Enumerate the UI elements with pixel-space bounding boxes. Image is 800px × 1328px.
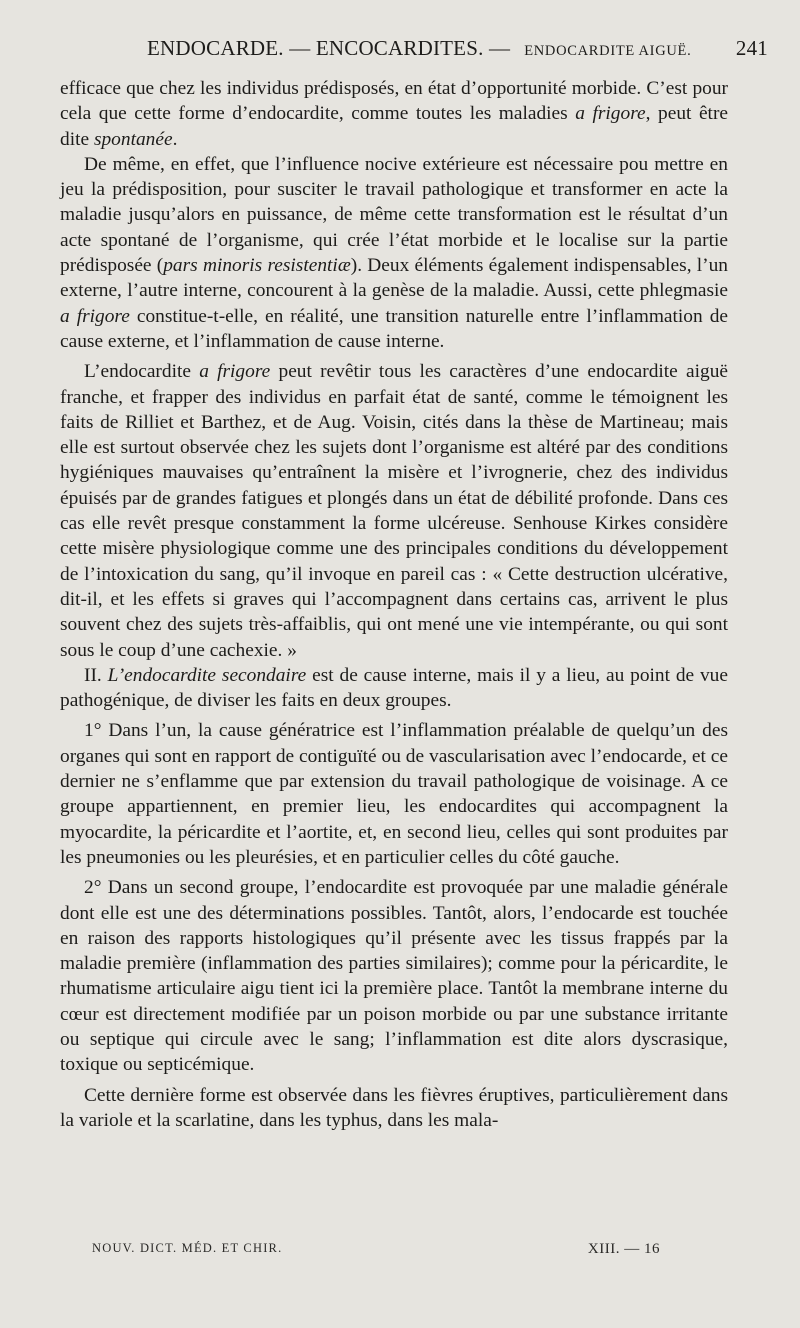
text-run: constitue-t-elle, en réalité, une transition naturelle entre l’inflammation de cause externe, et l’inflammation de cause interne. (60, 305, 728, 352)
text-run: ). Deux éléments également indispensables, l’un externe, l’autre interne, concourent à la genèse de la maladie. Aussi, cette phlegmasie (60, 255, 729, 302)
italic-run: pars minoris resistentiæ (163, 255, 351, 277)
italic-run: a frigore (575, 103, 646, 125)
body-text (60, 76, 728, 1133)
italic-run: L’endocardite secondaire (107, 664, 307, 686)
paragraph-3 (60, 359, 728, 663)
text-run: De même, en effet, que l’influence nocive extérieure est nécessaire pou mettre en jeu la prédisposition, pour susciter le travail pathologique et transformer en acte la maladie jusqu’alors en puissance, de même cette transformation est le résultat d’un acte spontané de l’organisme, qui crée l’état morbide et le localise sur la partie prédisposée ( (60, 153, 728, 277)
text-run: II. (84, 664, 108, 686)
text-run: est de cause interne, mais il y a lieu, au point de vue pathogénique, de diviser les faits en deux groupes. (60, 664, 728, 712)
page-number: 241 (735, 36, 768, 60)
footer-publication: NOUV. DICT. MÉD. ET CHIR. (92, 1241, 283, 1255)
running-head-title: ENDOCARDE. — ENCOCARDITES. — (147, 36, 511, 60)
paragraph-7 (60, 1083, 728, 1134)
text-run: peut revêtir tous les caractères d’une endocardite aiguë franche, et frapper des individus en parfait état de santé, comme le témoignent les faits de Rilliet et Barthez, et de Aug. Voisin, cités dans la thèse de Martineau; mais elle est surtout observée chez les sujets dont l’organisme est altéré par des conditions hygiéniques mauvaises qu’entraînent la misère et l’ivrognerie, chez des individus épuisés par de grandes fatigues et plongés dans un état de débilité profonde. Dans ces cas elle revêt presque constamment la forme ulcéreuse. Senhouse Kirkes considère cette misère physiologique comme une des principales conditions du développement de l’intoxication du sang, qu’il invoque en pareil cas : « Cette destruction ulcérative, dit-il, et les effets si graves qui l’accompagnent dans certains cas, arrivent le plus souvent chez des sujets très-affaiblis, qui ont mené une vie intempérante, ou qui sont sous le coup d’une cachexie. » (60, 361, 728, 661)
text-run: Cette dernière forme est observée dans les fièvres éruptives, particulièrement dans la variole et la scarlatine, dans les typhus, dans les mala- (60, 1084, 728, 1131)
text-run: L’endocardite (84, 361, 200, 383)
text-run: 2° Dans un second groupe, l’endocardite est provoquée par une maladie générale dont elle est une des déterminations possibles. Tantôt, alors, l’endocarde est touchée en raison des rapports histologiques qu’il présente avec les tissus frappés par la maladie première (inflammation des parties similaires); comme pour la péricardite, le rhumatisme articulaire aigu tient ici la première place. Tantôt la membrane interne du cœur est directement modifiée par un poison morbide ou par une substance irritante ou septique qui circule avec le sang; l’inflammation est dite alors dyscrasique, toxique ou septicémique. (60, 877, 728, 1076)
text-run: 1° Dans l’un, la cause génératrice est l’inflammation préalable de quelqu’un des organes qui sont en rapport de contiguïté ou de vascularisation avec l’endocarde, et ce dernier ne s’enflamme que par extension du travail pathologique de voisinage. A ce groupe appartiennent, en premier lieu, les endocardites qui accompagnent la myocardite, la péricardite et l’aortite, et, en second lieu, celles qui sont produites par les pneumonies ou les pleurésies, et en particulier celles du côté gauche. (60, 720, 728, 868)
text-run: . (172, 128, 178, 150)
text-run: , peut être dite (60, 103, 729, 150)
italic-run: a frigore (60, 305, 130, 327)
paragraph-4 (60, 663, 728, 714)
running-head-subtitle: ENDOCARDITE AIGUË. (524, 43, 692, 59)
running-head (60, 36, 768, 76)
italic-run: spontanée (93, 128, 173, 150)
footer (92, 1241, 660, 1258)
italic-run: a frigore (199, 361, 271, 383)
footer-signature: XIII. — 16 (587, 1241, 660, 1257)
text-run: efficace que chez les individus prédisposés, en état d’opportunité morbide. C’est pour cela que cette forme d’endocardite, comme toutes les maladies (60, 78, 728, 125)
paragraph-2 (60, 152, 728, 354)
paragraph-5 (60, 718, 728, 870)
paragraph-6 (60, 875, 728, 1077)
paragraph-1 (60, 76, 728, 152)
